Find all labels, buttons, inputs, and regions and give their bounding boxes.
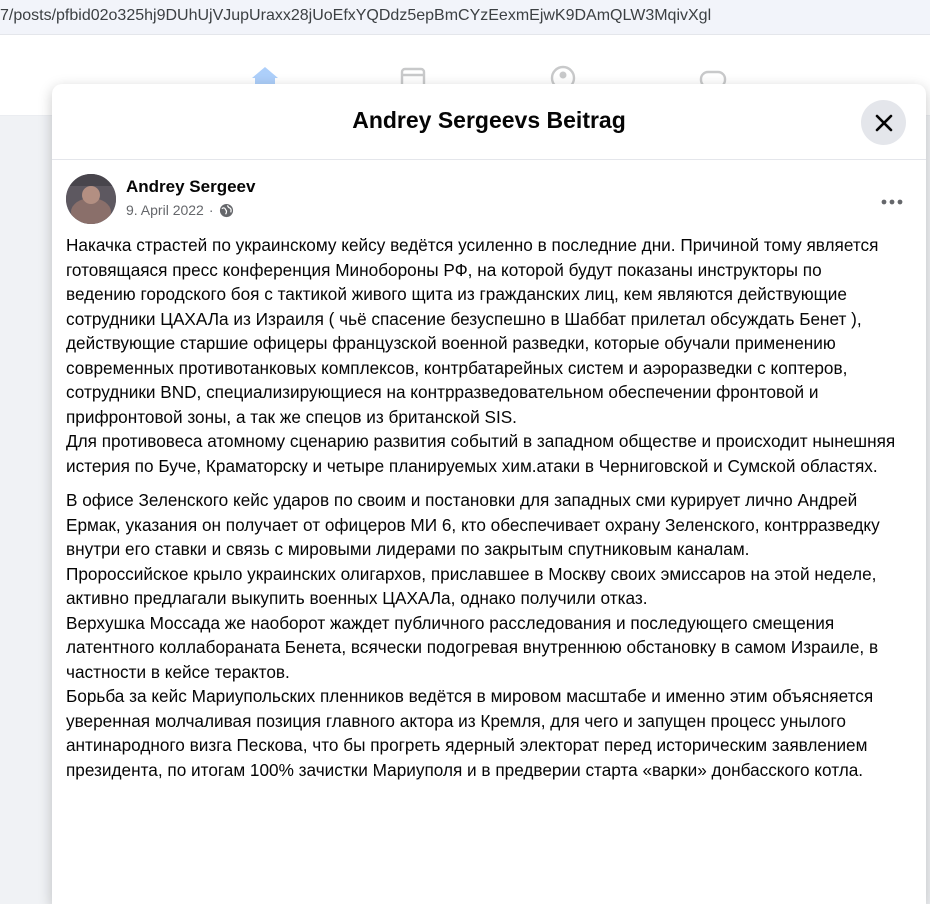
post-paragraph: В офисе Зеленского кейс ударов по своим и постановки для западных сми курирует лично Андрей Ермак, указания он получает от офицеров МИ 6, кто обеспечивает охрану Зеленского, контрразведку внутри его ставки и связь с мировыми лидерами по закрытым спутниковым каналам. bbox=[66, 490, 880, 559]
post-text bbox=[66, 233, 896, 782]
close-icon bbox=[874, 113, 894, 133]
post-paragraph: Верхушка Моссада же наоборот жаждет публичного расследования и последующего смещения латентного коллабораната Бенета, всячески подогревая внутреннюю обстановку в самом Израиле, в частности в кейсе терактов. bbox=[66, 612, 879, 682]
globe-icon[interactable] bbox=[219, 203, 234, 218]
post-header bbox=[52, 160, 926, 232]
author-name-link[interactable]: Andrey Sergeev bbox=[126, 177, 256, 196]
meta-separator: · bbox=[208, 202, 214, 218]
author-avatar[interactable] bbox=[66, 174, 116, 224]
post-modal bbox=[52, 84, 926, 904]
url-text[interactable]: 7/posts/pfbid02o325hj9DUhUjVJupUraxx28jUoEfxYQDdz5epBmCYzEexmEjwK9DAmQLW3MqivXgl bbox=[0, 7, 712, 24]
post-meta bbox=[126, 202, 234, 218]
more-options-icon[interactable] bbox=[880, 194, 904, 210]
close-button[interactable] bbox=[861, 100, 906, 145]
post-paragraph: Для противовеса атомному сценарию развития событий в западном обществе и происходит нынешняя истерия по Буче, Краматорску и четыре планируемых хим.атаки в Черниговской и Сумской областях. bbox=[66, 431, 896, 476]
browser-address-bar[interactable] bbox=[0, 0, 930, 35]
post-paragraph: Борьба за кейс Мариупольских пленников ведётся в мировом масштабе и именно этим объясняется уверенная молчаливая позиция главного актора из Кремля, для чего и запущен процесс унылого антинародного визга Пескова, что бы прогреть ядерный электорат перед историческим заявлением президента, по итогам 100% зачистки Мариуполя и в предверии старта «варки» донбасского котла. bbox=[66, 686, 874, 780]
post-paragraph: Накачка страстей по украинскому кейсу ведётся усиленно в последние дни. Причиной тому является готовящаяся пресс конференция Минобороны РФ, на которой будут показаны инструкторы по ведению городского боя с тактикой живого щита из гражданских лиц, кем являются действующие сотрудники ЦАХАЛа из Израиля ( чьё спасение безуспешно в Шаббат прилетал обсуждать Бенет ), действующие старшие офицеры французской военной разведки, которые обучали применению современных противотанковых комплексов, контрбатарейных систем и аэроразведки с коптеров, сотрудники BND, специализирующиеся на контрразведовательном обеспечении фронтовой и прифронтовой зоны, а так же спецов из британской SIS. bbox=[66, 235, 879, 427]
modal-title: Andrey Sergeevs Beitrag bbox=[352, 107, 626, 133]
post-date[interactable]: 9. April 2022 bbox=[126, 202, 204, 218]
modal-header bbox=[52, 84, 926, 160]
post-paragraph: Пророссийское крыло украинских олигархов, приславшее в Москву своих эмиссаров на этой неделе, активно предлагали выкупить военных ЦАХАЛа, однако получили отказ. bbox=[66, 563, 877, 608]
